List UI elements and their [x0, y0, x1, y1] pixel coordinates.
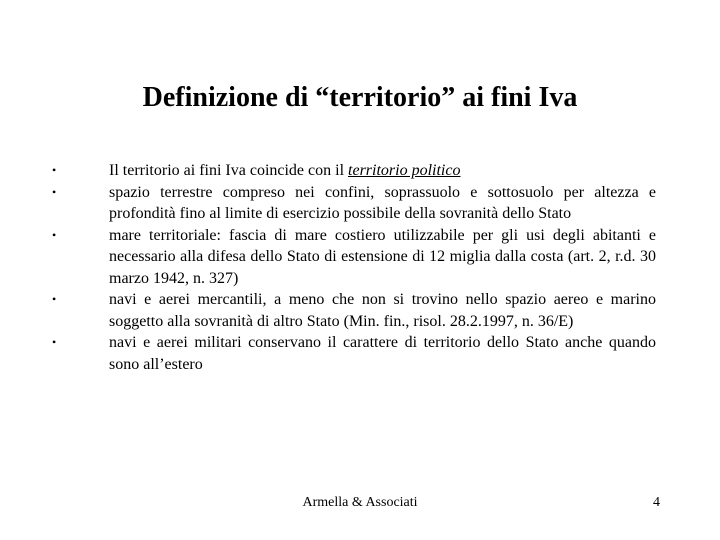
bullet-item-2	[52, 182, 656, 225]
page-number: 4	[653, 495, 660, 510]
bullet-text: navi e aerei militari conservano il carattere di territorio dello Stato anche quando sono all’estero	[109, 334, 656, 373]
bullet-item-1	[52, 160, 656, 182]
bullet-text: mare territoriale: fascia di mare costiero utilizzabile per gli usi degli abitanti e necessario alla difesa dello Stato di estensione di 12 miglia dalla costa (art. 2, r.d. 30 marzo 1942, n. 327)	[109, 226, 656, 287]
bullet-item-3	[52, 225, 656, 290]
bullet-text	[109, 162, 460, 179]
bullet-text-emphasis: territorio politico	[348, 162, 461, 179]
bullet-text: navi e aerei mercantili, a meno che non si trovino nello spazio aereo e marino soggetto alla sovranità di altro Stato (Min. fin., risol. 28.2.1997, n. 36/E)	[109, 291, 656, 330]
footer-text: Armella & Associati	[302, 495, 418, 510]
bullet-text: spazio terrestre compreso nei confini, soprassuolo e sottosuolo per altezza e profondità fino al limite di esercizio possibile della sovranità dello Stato	[109, 183, 656, 222]
bullet-list	[52, 160, 656, 375]
bullet-marker: •	[52, 184, 57, 199]
bullet-item-5	[52, 332, 656, 375]
bullet-marker: •	[52, 163, 57, 177]
bullet-item-4	[52, 289, 656, 332]
slide-title: Definizione di “territorio” ai fini Iva	[142, 82, 578, 113]
bullet-marker: •	[52, 227, 57, 242]
bullet-text-prefix: Il territorio ai fini Iva coincide con il	[109, 162, 349, 179]
bullet-marker: •	[52, 292, 57, 306]
bullet-marker: •	[52, 335, 57, 349]
